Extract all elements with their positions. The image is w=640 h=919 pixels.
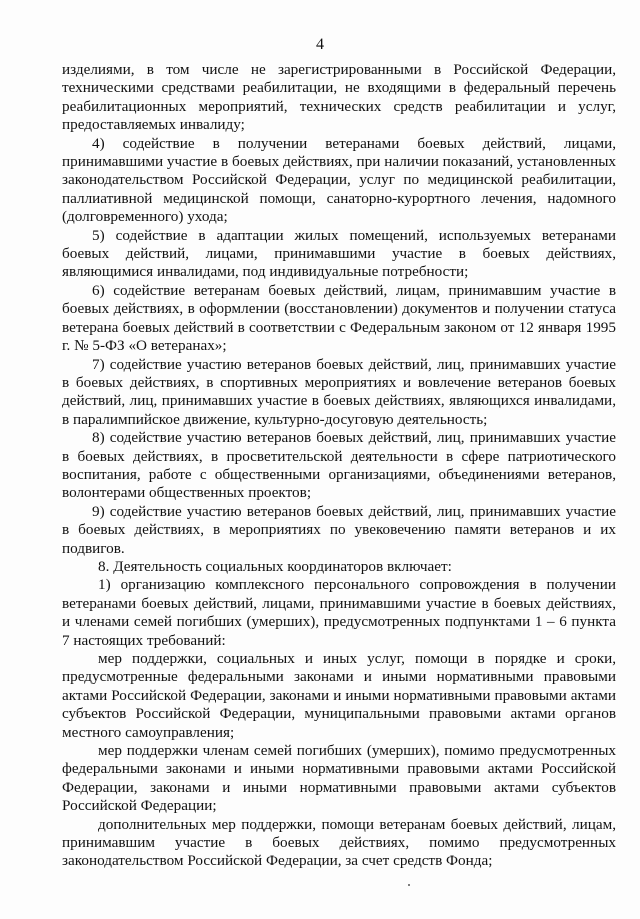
list-item: 7) содействие участию ветеранов боевых действий, лиц, принимавших участие в боевых действиях, в спортивных мероприятиях и вовлечение ветеранов боевых действий, лиц, принимавших участие в боевых действиях, являющихся инвалидами, в паралимпийское движение, культурно-досуговую деятельность;: [62, 355, 616, 428]
list-item: 5) содействие в адаптации жилых помещений, используемых ветеранами боевых действий, лицами, принимавшими участие в боевых действиях, являющимися инвалидами, под индивидуальные потребности;: [62, 226, 616, 281]
list-item: 1) организацию комплексного персонального сопровождения в получении ветеранами боевых действий, лицами, принимавшими участие в боевых действиях, и членами семей погибших (умерших), предусмотренных подпунктами 1 – 6 пункта 7 настоящих требований:: [62, 576, 616, 649]
scan-speck: [408, 884, 410, 886]
sub-paragraph: мер поддержки членам семей погибших (умерших), помимо предусмотренных федеральными законами и иными нормативными правовыми актами Российской Федерации, законами и иными нормативными правовыми актами субъектов Российской Федерации;: [62, 742, 616, 815]
list-item: 4) содействие в получении ветеранами боевых действий, лицами, принимавшими участие в боевых действиях, при наличии показаний, установленных законодательством Российской Федерации, услуг по медицинской реабилитации, паллиативной медицинской помощи, санаторно-курортного лечения, надомного (долговременного) ухода;: [62, 134, 616, 226]
sub-paragraph: дополнительных мер поддержки, помощи ветеранам боевых действий, лицам, принимавшим участие в боевых действиях, помимо предусмотренных законодательством Российской Федерации, за счет средств Фонда;: [62, 815, 616, 870]
sub-paragraph: мер поддержки, социальных и иных услуг, помощи в порядке и сроки, предусмотренные федеральными законами и иными нормативными правовыми актами Российской Федерации, законами и иными нормативными правовыми актами субъектов Российской Федерации, муниципальными правовыми актами органов местного самоуправления;: [62, 650, 616, 741]
list-item: 6) содействие ветеранам боевых действий, лицам, принимавшим участие в боевых действиях, в оформлении (восстановлении) документов и получении статуса ветерана боевых действий в соответствии с Федеральным законом от 12 января 1995 г. № 5-ФЗ «О ветеранах»;: [62, 281, 616, 355]
document-body: [62, 61, 616, 871]
page-number: 4: [316, 36, 324, 53]
list-item: 8) содействие участию ветеранов боевых действий, лиц, принимавших участие в боевых действиях, в просветительской деятельности в сфере патриотического воспитания, работе с общественными организациями, объединениями ветеранов, волонтерами общественных проектов;: [62, 429, 616, 502]
list-item: 9) содействие участию ветеранов боевых действий, лиц, принимавших участие в боевых действиях, в мероприятиях по увековечению памяти ветеранов и их подвигов.: [62, 502, 616, 557]
section-heading-paragraph: 8. Деятельность социальных координаторов включает:: [98, 557, 452, 575]
paragraph-continuation: изделиями, в том числе не зарегистрированными в Российской Федерации, техническими средствами реабилитации, не входящими в федеральный перечень реабилитационных мероприятий, технических средств реабилитации и услуг, предоставляемых инвалиду;: [62, 61, 616, 134]
